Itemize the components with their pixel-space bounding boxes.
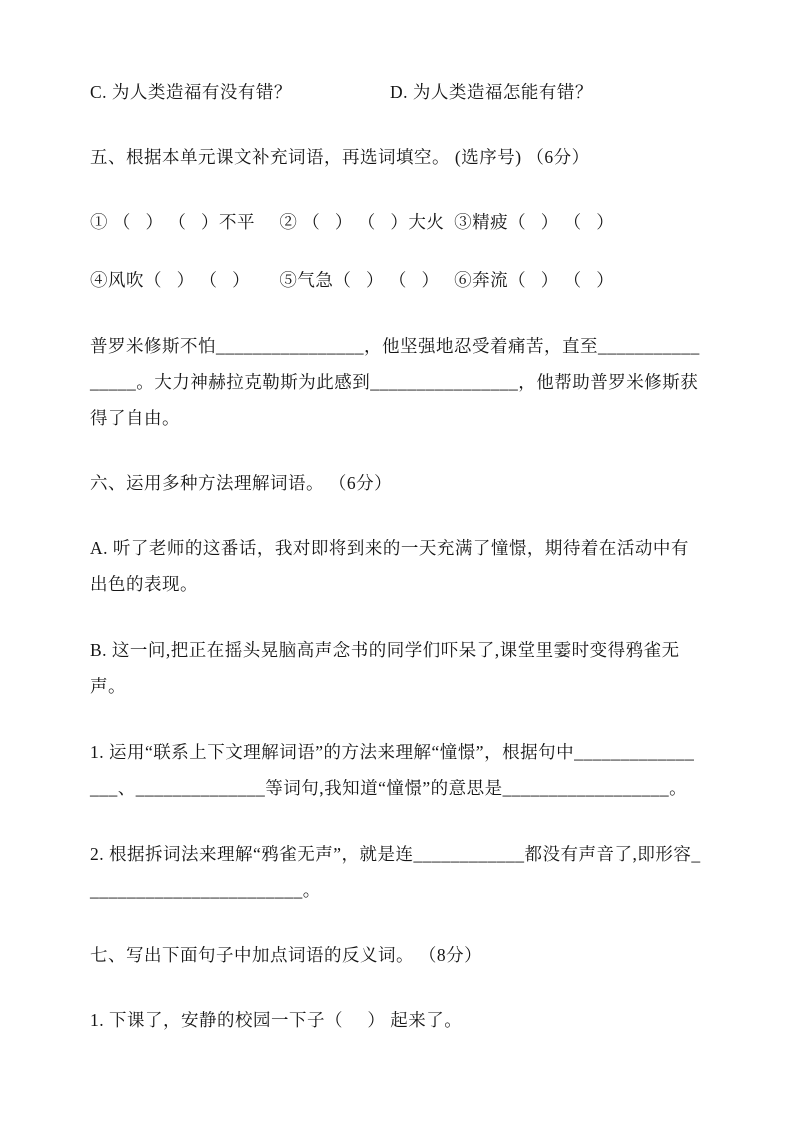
section-5-word-row-2: ④风吹（ ） （ ） ⑤气急（ ） （ ） ⑥奔流（ ） （ ）: [90, 269, 615, 290]
multiple-choice-options-row: [90, 78, 701, 106]
section-6-sentence-b: B. 这一问,把正在摇头晃脑高声念书的同学们吓呆了,课堂里霎时变得鸦雀无声。: [90, 640, 680, 696]
section-5-fill-blank-paragraph: 普罗米修斯不怕________________，他坚强地忍受着痛苦，直至________________。大力神赫拉克勒斯为此感到________________，他帮助普罗米修斯获得了自由。: [90, 335, 700, 428]
section-5-word-row-1: ① （ ） （ ）不平 ② （ ） （ ）大火 ③精疲（ ） （ ）: [90, 212, 615, 232]
section-7-question-1: 1. 下课了，安静的校园一下子（ ） 起来了。: [90, 1010, 463, 1031]
option-c: C. 为人类造福有没有错？: [90, 82, 292, 102]
section-6-question-2: 2. 根据拆词法来理解“鸦雀无声”，就是连____________都没有声音了,即形容________________________。: [90, 843, 701, 900]
section-5-heading: 五、根据本单元课文补充词语，再选词填空。 (选序号) （6分）: [90, 147, 590, 167]
section-6-sentence-a: A. 听了老师的这番话，我对即将到来的一天充满了憧憬，期待着在活动中有出色的表现。: [90, 538, 689, 595]
section-6-heading: 六、运用多种方法理解词语。 （6分）: [90, 473, 393, 494]
option-d: D. 为人类造福怎能有错？: [390, 82, 593, 102]
section-7-heading: 七、写出下面句子中加点词语的反义词。 （8分）: [90, 945, 483, 966]
section-6-question-1: 1. 运用“联系上下文理解词语”的方法来理解“憧憬”，根据句中________________、______________等词句,我知道“憧憬”的意思是__________________。: [90, 741, 695, 798]
